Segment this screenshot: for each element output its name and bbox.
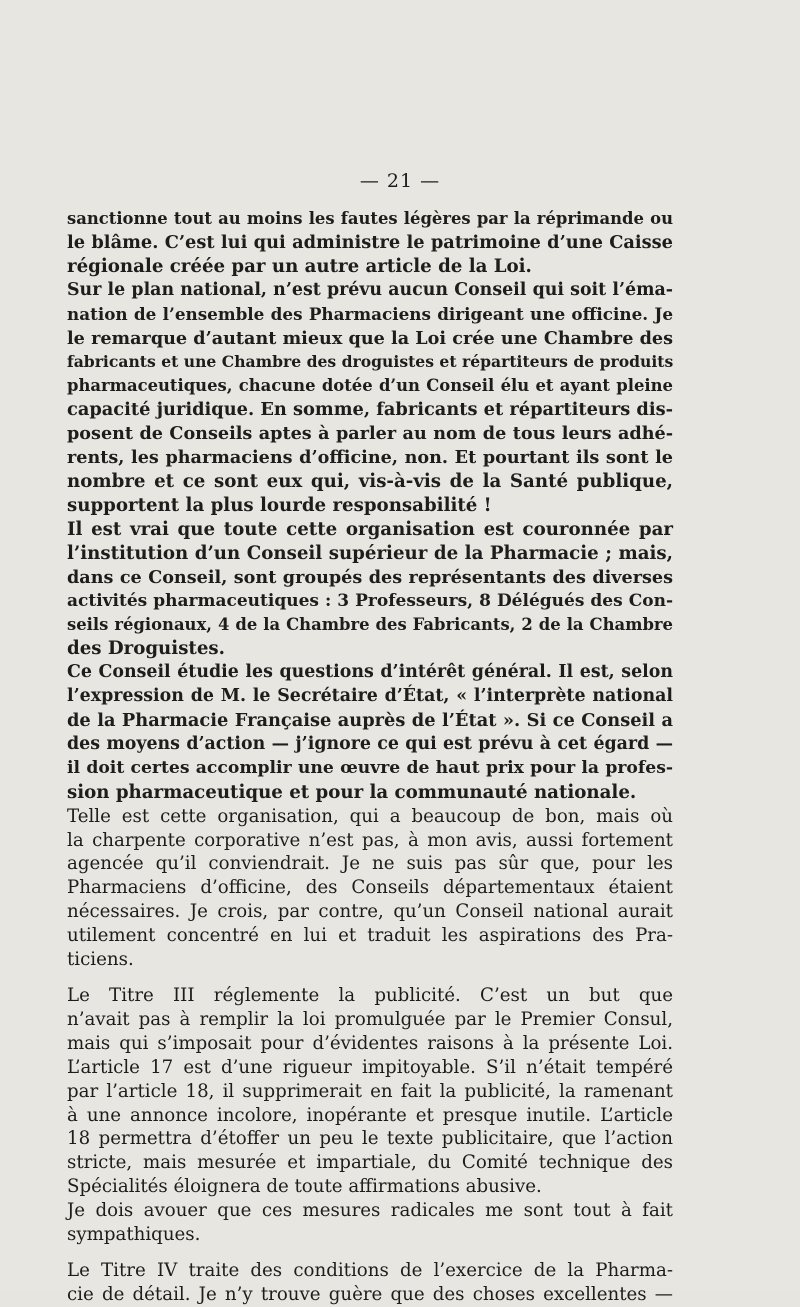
- text-line: rents, les pharmaciens d’officine, non. Et pourtant ils sont le: [67, 447, 673, 469]
- text-line: dans ce Conseil, sont groupés des représentants des diverses: [67, 566, 673, 588]
- text-line: sion pharmaceutique et pour la communauté nationale.: [67, 781, 637, 803]
- paragraph-p2: [67, 279, 673, 518]
- text-line: par l’article 18, il supprimerait en fait la publicité, la ramenant: [67, 1080, 673, 1102]
- text-line: nation de l’ensemble des Pharmaciens dirigeant une officine. Je: [67, 303, 673, 324]
- text-line: il doit certes accomplir une œuvre de haut prix pour la profes-: [67, 757, 673, 778]
- text-line: le remarque d’autant mieux que la Loi crée une Chambre des: [67, 327, 673, 349]
- text-line: L’article 17 est d’une rigueur impitoyable. S’il n’était tempéré: [67, 1056, 673, 1078]
- text-line: le blâme. C’est lui qui administre le patrimoine d’une Caisse: [67, 231, 673, 253]
- text-line: Sur le plan national, n’est prévu aucun Conseil qui soit l’éma-: [67, 279, 673, 300]
- paragraph-p4: [67, 661, 673, 804]
- text-line: sympathiques.: [67, 1224, 201, 1246]
- text-line: nécessaires. Je crois, par contre, qu’un Conseil national aurait: [67, 901, 673, 923]
- paragraph-gap: [67, 1247, 673, 1259]
- text-line: agencée qu’il conviendrait. Je ne suis pas sûr que, pour les: [67, 853, 673, 875]
- text-line: à une annonce incolore, inopérante et presque inutile. L’article: [67, 1104, 673, 1126]
- text-line: seils régionaux, 4 de la Chambre des Fabricants, 2 de la Chambre: [67, 615, 673, 635]
- text-line: n’avait pas à remplir la loi promulguée par le Premier Consul,: [67, 1008, 673, 1030]
- body-text: [67, 207, 673, 1307]
- text-line: Spécialités éloignera de toute affirmations abusive.: [67, 1176, 542, 1198]
- text-line: l’institution d’un Conseil supérieur de la Pharmacie ; mais,: [67, 542, 673, 564]
- paragraph-p3: [67, 518, 673, 661]
- text-line: de la Pharmacie Française auprès de l’État ». Si ce Conseil a: [67, 710, 673, 732]
- text-line: des Droguistes.: [67, 638, 225, 660]
- text-line: utilement concentré en lui et traduit les aspirations des Pra-: [67, 925, 673, 947]
- text-line: supportent la plus lourde responsabilité !: [67, 494, 492, 516]
- text-line: la charpente corporative n’est pas, à mon avis, aussi fortement: [67, 829, 673, 851]
- text-line: l’expression de M. le Secrétaire d’État, « l’interprète national: [67, 686, 673, 707]
- text-line: fabricants et une Chambre des droguistes et répartiteurs de produits: [67, 352, 674, 372]
- text-line: des moyens d’action — j’ignore ce qui est prévu à cet égard —: [67, 733, 673, 754]
- text-line: capacité juridique. En somme, fabricants et répartiteurs dis-: [67, 399, 673, 421]
- paragraph-p1: [67, 207, 673, 279]
- text-line: nombre et ce sont eux qui, vis-à-vis de la Santé publique,: [67, 470, 673, 492]
- text-line: cie de détail. Je n’y trouve guère que des choses excellentes —: [67, 1283, 673, 1305]
- text-line: 18 permettra d’étoffer un peu le texte publicitaire, que l’action: [67, 1128, 673, 1150]
- text-line: Pharmaciens d’officine, des Conseils départementaux étaient: [67, 877, 673, 899]
- text-line: posent de Conseils aptes à parler au nom de tous leurs adhé-: [67, 423, 673, 445]
- text-line: mais qui s’imposait pour d’évidentes raisons à la présente Loi.: [67, 1032, 673, 1054]
- text-line: Le Titre IV traite des conditions de l’exercice de la Pharma-: [67, 1259, 673, 1281]
- paragraph-p6: [67, 984, 673, 1199]
- text-line: Ce Conseil étudie les questions d’intérêt général. Il est, selon: [67, 662, 673, 683]
- paragraph-gap: [67, 972, 673, 984]
- text-line: régionale créée par un autre article de la Loi.: [67, 255, 532, 277]
- text-line: ticiens.: [67, 949, 134, 971]
- text-line: Le Titre III réglemente la publicité. C’est un but que: [67, 985, 673, 1006]
- paragraph-p8: [67, 1259, 673, 1307]
- text-line: Je dois avouer que ces mesures radicales me sont tout à fait: [67, 1200, 673, 1222]
- paragraph-p7: [67, 1199, 673, 1247]
- text-line: sanctionne tout au moins les fautes légères par la réprimande ou: [67, 209, 673, 228]
- text-line: activités pharmaceutiques : 3 Professeurs, 8 Délégués des Con-: [67, 590, 673, 611]
- text-line: stricte, mais mesurée et impartiale, du Comité technique des: [67, 1152, 673, 1174]
- text-line: pharmaceutiques, chacune dotée d’un Conseil élu et ayant pleine: [67, 376, 673, 396]
- text-line: Telle est cette organisation, qui a beaucoup de bon, mais où: [67, 805, 673, 827]
- text-line: Il est vrai que toute cette organisation est couronnée par: [67, 518, 673, 540]
- page-number: — 21 —: [359, 170, 441, 192]
- paragraph-p5: [67, 805, 673, 972]
